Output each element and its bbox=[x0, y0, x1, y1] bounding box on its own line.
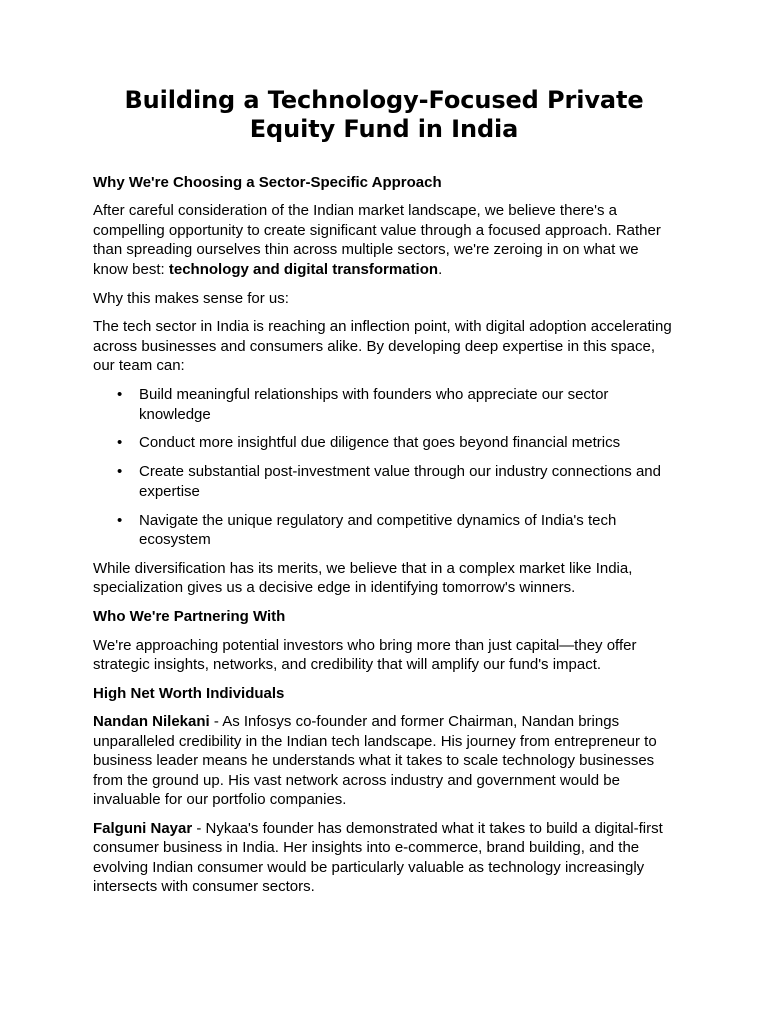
list-item-text: Conduct more insightful due diligence that goes beyond financial metrics bbox=[139, 434, 621, 452]
partners-intro: We're approaching potential investors who bring more than just capital—they offer strategic insights, networks, and credibility that will amplify our fund's impact. bbox=[93, 636, 637, 674]
person-description: - As Infosys co-founder and former Chairman, Nandan brings unparalleled credibility in the Indian tech landscape. His journey from entrepreneur to business leader means he understands what it takes to scale technology businesses from the ground up. His vast network across industry and government would be invaluable for our portfolio companies. bbox=[93, 713, 657, 809]
bullet-icon: • bbox=[117, 434, 123, 452]
why-line: Why this makes sense for us: bbox=[93, 289, 289, 307]
bullet-icon: • bbox=[117, 511, 123, 529]
bullet-icon: • bbox=[117, 463, 123, 481]
list-item bbox=[117, 511, 675, 550]
tech-paragraph: The tech sector in India is reaching an inflection point, with digital adoption accelerating across businesses and consumers alike. By developing deep expertise in this space, our team can: bbox=[93, 318, 672, 375]
benefit-list bbox=[93, 385, 675, 549]
list-item-text: Create substantial post-investment value through our industry connections and expertise bbox=[139, 463, 661, 500]
section-heading-approach: Why We're Choosing a Sector-Specific Approach bbox=[93, 174, 442, 191]
intro-paragraph bbox=[93, 201, 675, 279]
person-paragraph bbox=[93, 712, 675, 809]
person-name: Nandan Nilekani bbox=[93, 713, 210, 731]
list-item-text: Build meaningful relationships with founders who appreciate our sector knowledge bbox=[139, 386, 609, 423]
closing-paragraph: While diversification has its merits, we believe that in a complex market like India, specialization gives us a decisive edge in identifying tomorrow's winners. bbox=[93, 560, 633, 597]
list-item bbox=[117, 462, 675, 501]
list-item bbox=[117, 385, 675, 424]
intro-text: After careful consideration of the Indian market landscape, we believe there's a compelling opportunity to create significant value through a focused approach. Rather than spreading ourselves thin across multiple sectors, we're zeroing in on what we know best: bbox=[93, 202, 661, 278]
person-name: Falguni Nayar bbox=[93, 819, 193, 837]
document-title: Building a Technology-Focused Private Equity Fund in India bbox=[124, 86, 644, 143]
person-paragraph bbox=[93, 819, 675, 897]
bullet-icon: • bbox=[117, 386, 123, 404]
intro-end: . bbox=[438, 260, 443, 278]
section-heading-partners: Who We're Partnering With bbox=[93, 608, 286, 626]
person-description: - Nykaa's founder has demonstrated what it takes to build a digital-first consumer business in India. Her insights into e-commerce, brand building, and the evolving Indian consumer would be particularly valuable as technology increasingly intersects with consumer sectors. bbox=[93, 819, 663, 896]
list-item-text: Navigate the unique regulatory and competitive dynamics of India's tech ecosystem bbox=[139, 511, 617, 549]
list-item bbox=[117, 433, 675, 452]
subheading-hni: High Net Worth Individuals bbox=[93, 685, 285, 703]
intro-bold-text: technology and digital transformation bbox=[168, 260, 439, 278]
